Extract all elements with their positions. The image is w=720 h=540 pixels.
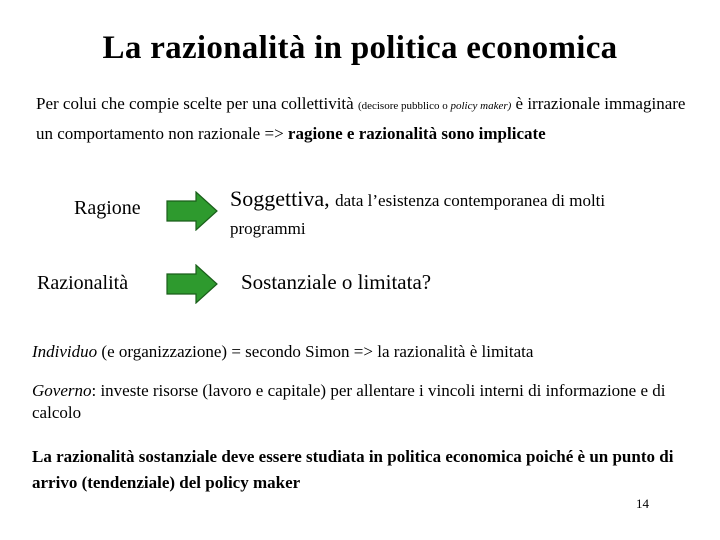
paragraph-conclusion: La razionalità sostanziale deve essere studiata in politica economica poiché è un punto di arrivo (tendenziale) del policy maker [32,447,674,492]
intro-text-1: Per colui che compie scelte per una collettività [36,94,358,113]
paragraph-governo [32,380,692,424]
right-arrow-icon [166,264,218,304]
right-arrow-icon [166,191,218,231]
paragraph-governo-text: : investe risorse (lavoro e capitale) per allentare i vincoli interni di informazione e di calcolo [32,381,666,422]
intro-paren-italic: policy maker) [450,100,512,112]
slide-title: La razionalità in politica economica [102,30,618,66]
definition-ragione-rest: data l’esistenza contemporanea di molti programmi [230,191,606,238]
intro-bold: ragione e razionalità sono implicate [287,124,546,143]
intro-paragraph [36,90,686,147]
paragraph-individuo [32,341,692,363]
definition-ragione [230,185,650,243]
label-razionalita: Razionalità [37,272,129,294]
page-number: 14 [636,496,649,511]
paragraph-governo-term: Governo [32,381,92,400]
label-ragione: Ragione [74,197,141,219]
intro-text-2: è irrazionale immaginare un comportamento non razionale => [36,94,686,143]
definition-ragione-main: Soggettiva, [230,186,336,211]
definition-razionalita: Sostanziale o limitata? [241,270,432,294]
intro-paren-open: (decisore pubblico o [357,100,451,112]
intro-paren [358,100,511,112]
paragraph-individuo-term: Individuo [32,342,98,361]
paragraph-individuo-text: (e organizzazione) = secondo Simon => la razionalità è limitata [97,342,534,361]
